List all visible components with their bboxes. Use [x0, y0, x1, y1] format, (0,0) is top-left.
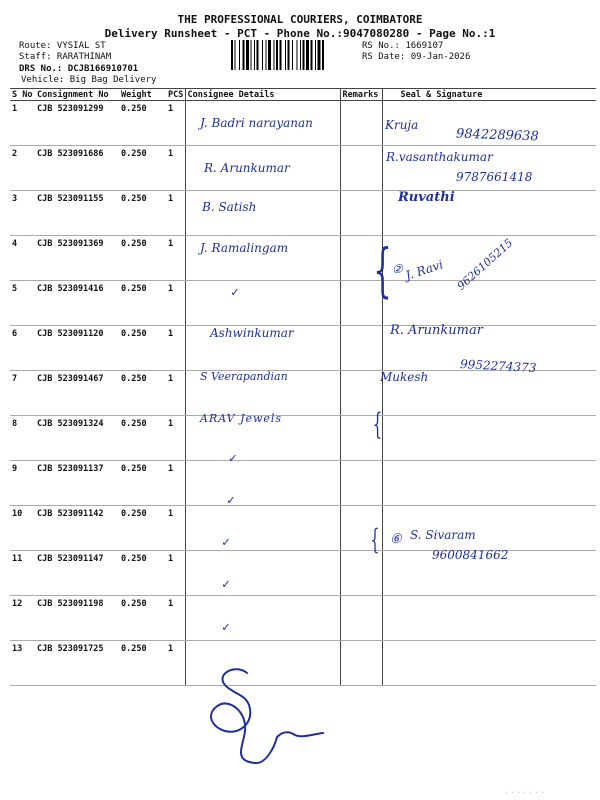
sig-11-mark: ⑥	[390, 532, 402, 547]
col-pcs: PCS	[168, 89, 184, 100]
consignee-2-handwriting: R. Arunkumar	[204, 161, 290, 175]
cell-sno: 6	[10, 326, 35, 371]
cell-sno: 11	[10, 551, 35, 596]
table-row	[10, 416, 596, 461]
cell-consignment: CJB 523091147	[35, 551, 119, 596]
company-name: THE PROFESSIONAL COURIERS, COIMBATORE	[177, 13, 423, 26]
route-label: Route: VYSIAL ST	[19, 41, 106, 51]
cell-weight: 0.250	[119, 371, 166, 416]
cell-sno: 7	[10, 371, 35, 416]
cell-consignee	[185, 596, 340, 641]
cell-remarks	[340, 641, 382, 686]
cell-pcs: 1	[166, 371, 185, 416]
cell-remarks	[340, 101, 382, 146]
consignee-3-handwriting: B. Satish	[202, 200, 257, 214]
sig-1-name: Kruja	[385, 118, 419, 132]
consignee-7-handwriting: S Veerapandian	[200, 370, 288, 383]
cell-weight: 0.250	[119, 281, 166, 326]
cell-consignment: CJB 523091299	[35, 101, 119, 146]
tick-icon: ✓	[227, 493, 235, 508]
cell-sno: 5	[10, 281, 35, 326]
table-row	[10, 461, 596, 506]
cell-weight: 0.250	[119, 506, 166, 551]
col-consignment: Consignment No	[35, 89, 119, 101]
cell-weight: 0.250	[119, 461, 166, 506]
cell-pcs: 1	[166, 461, 185, 506]
table-row	[10, 281, 596, 326]
cell-seal	[382, 641, 596, 686]
cell-pcs: 1	[166, 551, 185, 596]
sig-11-phone: 9600841662	[432, 548, 509, 562]
cell-sno: 12	[10, 596, 35, 641]
cell-consignment: CJB 523091137	[35, 461, 119, 506]
table-row	[10, 506, 596, 551]
cell-consignment: CJB 523091725	[35, 641, 119, 686]
table-row	[10, 371, 596, 416]
consignee-1-handwriting: J. Badri narayanan	[200, 116, 313, 130]
sig-11-name: S. Sivaram	[410, 528, 476, 542]
cell-pcs: 1	[166, 281, 185, 326]
staff-label: Staff: RARATHINAM	[19, 52, 112, 62]
cell-remarks	[340, 596, 382, 641]
cell-remarks	[340, 146, 382, 191]
cell-sno: 13	[10, 641, 35, 686]
cell-consignment: CJB 523091155	[35, 191, 119, 236]
cell-weight: 0.250	[119, 641, 166, 686]
cell-pcs: 1	[166, 326, 185, 371]
cell-consignee	[185, 461, 340, 506]
cell-consignment: CJB 523091324	[35, 416, 119, 461]
col-remarks: Remarks	[340, 89, 382, 101]
cell-consignment: CJB 523091142	[35, 506, 119, 551]
consignee-4-handwriting: J. Ramalingam	[200, 241, 289, 255]
barcode-icon	[231, 40, 356, 70]
cell-pcs: 1	[166, 146, 185, 191]
cell-pcs: 1	[166, 596, 185, 641]
sig-4-phone: 9626105215	[454, 236, 516, 293]
runsheet-subtitle: Delivery Runsheet - PCT - Phone No.:9047080280 - Page No.:1	[104, 27, 496, 40]
rs-number: RS No.: 1669107	[362, 41, 444, 51]
cell-weight: 0.250	[119, 326, 166, 371]
cell-pcs: 1	[166, 416, 185, 461]
cell-pcs: 1	[166, 236, 185, 281]
consignee-8-handwriting: ARAV Jewels	[200, 412, 283, 425]
drs-number: DRS No.: DCJB166910701	[19, 64, 139, 74]
cell-consignment: CJB 523091416	[35, 281, 119, 326]
sig-7-name: Mukesh	[380, 370, 429, 384]
cell-seal	[382, 281, 596, 326]
cell-consignment: CJB 523091369	[35, 236, 119, 281]
cell-consignee	[185, 281, 340, 326]
cell-consignee	[185, 506, 340, 551]
cell-weight: 0.250	[119, 191, 166, 236]
cell-pcs: 1	[166, 641, 185, 686]
rs-date: RS Date: 09-Jan-2026	[362, 52, 471, 62]
table-row	[10, 596, 596, 641]
cell-seal	[382, 596, 596, 641]
cell-weight: 0.250	[119, 416, 166, 461]
cell-consignment: CJB 523091120	[35, 326, 119, 371]
sig-3-name: Ruvathi	[398, 190, 455, 205]
cell-weight: 0.250	[119, 146, 166, 191]
cell-weight: 0.250	[119, 596, 166, 641]
cell-pcs: 1	[166, 101, 185, 146]
col-consignee: Consignee Details	[185, 89, 340, 101]
col-seal: Seal & Signature	[382, 89, 596, 101]
sig-6-name: R. Arunkumar	[390, 323, 483, 338]
cell-pcs: 1	[166, 506, 185, 551]
tick-icon: ✓	[222, 577, 230, 592]
cell-sno: 2	[10, 146, 35, 191]
sig-4-name: J. Ravi	[403, 257, 445, 283]
cell-weight: 0.250	[119, 236, 166, 281]
sig-7-phone: 9952274373	[459, 357, 537, 375]
sig-1-phone: 9842289638	[455, 126, 539, 145]
bracket-icon: {	[372, 407, 383, 442]
sig-2-name: R.vasanthakumar	[386, 150, 493, 164]
col-sno: S No	[10, 89, 35, 101]
cell-remarks	[340, 461, 382, 506]
cell-seal	[382, 416, 596, 461]
cell-consignment: CJB 523091467	[35, 371, 119, 416]
cell-sno: 8	[10, 416, 35, 461]
cell-sno: 10	[10, 506, 35, 551]
sig-4-mark: ②	[392, 262, 403, 276]
table-header-row	[10, 89, 596, 101]
cell-weight: 0.250	[119, 551, 166, 596]
cell-sno: 1	[10, 101, 35, 146]
signature-icon	[205, 665, 325, 770]
consignee-6-handwriting: Ashwinkumar	[210, 326, 294, 340]
cell-sno: 4	[10, 236, 35, 281]
cell-sno: 9	[10, 461, 35, 506]
cell-remarks	[340, 326, 382, 371]
cell-seal	[382, 461, 596, 506]
table-row	[10, 191, 596, 236]
tick-icon: ✓	[231, 285, 239, 300]
cell-weight: 0.250	[119, 101, 166, 146]
sig-2-phone: 9787661418	[456, 170, 533, 184]
footer-dots: · · · · · · ·	[505, 790, 545, 796]
bracket-icon: {	[373, 236, 392, 304]
tick-icon: ✓	[229, 451, 237, 466]
cell-consignment: CJB 523091686	[35, 146, 119, 191]
cell-consignment: CJB 523091198	[35, 596, 119, 641]
cell-pcs: 1	[166, 191, 185, 236]
bracket-icon: {	[370, 523, 380, 556]
tick-icon: ✓	[222, 535, 230, 550]
cell-consignee	[185, 551, 340, 596]
cell-sno: 3	[10, 191, 35, 236]
runsheet-title	[0, 13, 600, 41]
vehicle-label: Vehicle: Big Bag Delivery	[21, 75, 157, 85]
col-weight: Weight	[119, 89, 166, 101]
tick-icon: ✓	[222, 620, 230, 635]
